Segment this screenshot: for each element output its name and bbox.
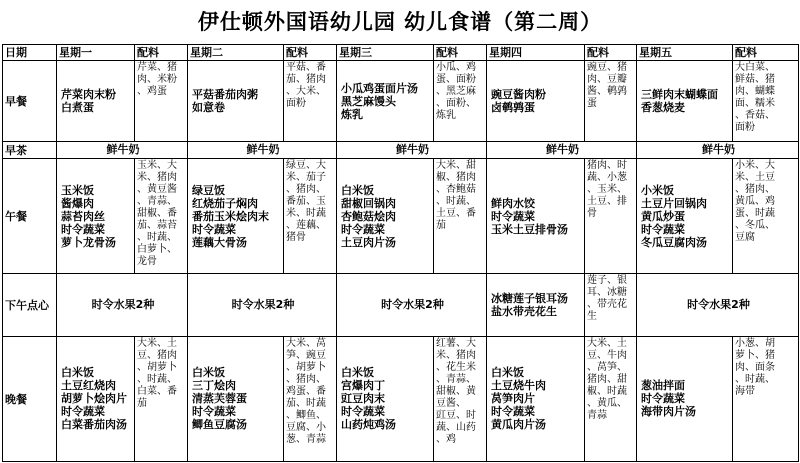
breakfast-ingredients: [434, 61, 487, 142]
ingredient-text: 茄、时蔬: [286, 397, 326, 409]
breakfast-label: 早餐: [3, 61, 57, 142]
dish-name: 清蒸芙蓉蛋: [192, 392, 247, 406]
ingredient-text: 豆腐、小: [286, 421, 326, 433]
menu-table: [2, 44, 799, 462]
dish-name: 玉米土豆排骨汤: [491, 222, 568, 236]
dish-name: 黑芝麻馒头: [341, 94, 396, 108]
dish-name: 莴笋肉片: [491, 392, 535, 406]
dinner-label: 晚餐: [3, 336, 57, 461]
lunch-ingredients: [284, 159, 337, 274]
ingredient-text: 豆腐: [735, 232, 755, 244]
dinner-ingredients: [585, 336, 637, 461]
snack-item: 时令水果2种: [57, 274, 188, 337]
dish-name: 时令蔬菜: [192, 405, 236, 419]
ingredient-text: 葱、青蒜: [286, 433, 326, 445]
lunch-label: 午餐: [3, 159, 57, 274]
dinner-dishes: [487, 336, 585, 461]
snack-dishes: [487, 274, 585, 337]
dish-name: 三丁烩肉: [192, 379, 236, 393]
ingredient-text: 、黑芝麻: [436, 86, 476, 98]
lunch-dishes: [637, 159, 733, 274]
dish-name: 海带肉片汤: [641, 405, 696, 419]
ingredient-text: 、鸡蛋: [137, 86, 167, 98]
ingredient-text: 、胡萝卜: [286, 361, 326, 373]
ingredient-text: 甜椒、黄: [436, 385, 476, 397]
dish-name: 时令蔬菜: [491, 209, 535, 223]
dish-name: 宫爆肉丁: [341, 379, 385, 393]
ingredient-text: 茄、猪肉: [286, 74, 326, 86]
dinner-ingredients: [733, 336, 799, 461]
ingredient-text: 龙骨: [137, 256, 157, 268]
dish-name: 白煮蛋: [61, 101, 94, 115]
ingredient-text: 、花生米: [436, 361, 476, 373]
ingredient-text: 猪肉、甜: [587, 373, 627, 385]
ingredient-text: 红薯、大: [436, 337, 476, 349]
breakfast-ingredients: [733, 61, 799, 142]
dish-name: 小瓜鸡蛋面片汤: [341, 81, 418, 95]
dish-name: 黄瓜肉片汤: [491, 418, 546, 432]
ingredient-text: 海带: [735, 385, 755, 397]
dish-name: 豌豆酱肉粉: [491, 88, 546, 102]
day-header: 星期一: [57, 45, 135, 61]
ingredient-text: 、莴笋、: [587, 361, 627, 373]
dish-name: 甜椒回锅肉: [341, 196, 396, 210]
dish-name: 鲫鱼豆腐汤: [192, 418, 247, 432]
ingredient-text: 蔬、小葱: [587, 172, 627, 184]
dish-name: 时令蔬菜: [641, 392, 685, 406]
ingredient-text: 、时蔬、: [137, 232, 177, 244]
dish-name: 杏鲍菇烩肉: [341, 209, 396, 223]
ingredient-text: 骨: [587, 208, 597, 220]
ingredient-text: 茄、蒜苔: [137, 220, 177, 232]
ingredient-text: 莲子、银: [587, 275, 627, 287]
dish-name: 时令蔬菜: [641, 222, 685, 236]
dinner-ingredients: [135, 336, 188, 461]
dish-name: 白米饭: [341, 366, 374, 380]
dish-name: 时令蔬菜: [341, 222, 385, 236]
ingredient-text: 平菇、番: [286, 62, 326, 74]
ingredient-text: 米、土豆: [735, 172, 775, 184]
ingredient-text: 、冬瓜、: [735, 220, 775, 232]
dinner-dishes: [57, 336, 135, 461]
ingredient-text: 笋、豌豆: [286, 349, 326, 361]
dish-name: 鲜肉水饺: [491, 196, 535, 210]
lunch-dishes: [188, 159, 284, 274]
morning-tea-item: 鲜牛奶: [337, 141, 487, 158]
dish-name: 莲藕大骨汤: [192, 235, 247, 249]
dish-name: 土豆红烧肉: [61, 379, 116, 393]
dish-name: 土豆肉片汤: [341, 235, 396, 249]
lunch-dishes: [57, 159, 135, 274]
dish-name: 山药炖鸡汤: [341, 418, 396, 432]
morning-tea-item: 鲜牛奶: [487, 141, 637, 158]
dish-name: 白米饭: [61, 366, 94, 380]
ingredient-text: 青蒜: [587, 409, 607, 421]
dish-name: 土豆烧牛肉: [491, 379, 546, 393]
morning-tea-item: 鲜牛奶: [188, 141, 337, 158]
ingredient-text: 肉、面条: [735, 361, 775, 373]
dish-name: 小米饭: [641, 183, 674, 197]
dish-name: 冬瓜豆腐肉汤: [641, 235, 707, 249]
lunch-ingredients: [434, 159, 487, 274]
ingredient-text: 、猪肉、: [286, 184, 326, 196]
dish-name: 白米饭: [341, 183, 374, 197]
dish-name: 蒜苔肉丝: [61, 209, 105, 223]
dish-name: 玉米饭: [61, 183, 94, 197]
lunch-dishes: [487, 159, 585, 274]
dish-name: 红烧茄子焖肉: [192, 196, 258, 210]
dish-name: 三鲜肉末蝴蝶面: [641, 88, 718, 102]
ingredient-text: 椒、时蔬: [587, 385, 627, 397]
dish-name: 时令蔬菜: [61, 222, 105, 236]
snack-item: 时令水果2种: [337, 274, 487, 337]
ingredient-text: 茄: [137, 397, 147, 409]
ingredient-text: 、鲫鱼、: [286, 409, 326, 421]
ingredient-text: 猪骨: [286, 232, 306, 244]
ingredient-text: 蛋、时蔬: [735, 208, 775, 220]
dish-name: 白米饭: [192, 366, 225, 380]
lunch-ingredients: [585, 159, 637, 274]
ingredient-text: 豆、猪肉: [137, 349, 177, 361]
ingredient-header: 配料: [434, 45, 487, 61]
dish-name: 白米饭: [491, 366, 524, 380]
dinner-dishes: [637, 336, 733, 461]
morning-tea-item: 鲜牛奶: [637, 141, 799, 158]
breakfast-dishes: [637, 61, 733, 142]
ingredient-header: 配料: [733, 45, 799, 61]
ingredient-text: 肉、蝴蝶: [735, 86, 775, 98]
ingredient-text: 米、茄子: [286, 172, 326, 184]
ingredient-text: 生: [587, 311, 597, 323]
ingredient-header: 配料: [284, 45, 337, 61]
dish-name: 绿豆饭: [192, 183, 225, 197]
ingredient-text: 米、猪肉: [137, 172, 177, 184]
ingredient-text: 米、时蔬: [286, 208, 326, 220]
ingredient-text: 萝卜、猪: [735, 349, 775, 361]
ingredient-text: 、杏鲍菇: [436, 184, 476, 196]
ingredient-text: 绿豆、大: [286, 160, 326, 172]
ingredient-text: 小米、大: [735, 160, 775, 172]
breakfast-dishes: [337, 61, 434, 142]
ingredient-text: 、猪肉、: [735, 184, 775, 196]
ingredient-text: 、时蔬、: [436, 196, 476, 208]
ingredient-text: 、莲藕、: [286, 220, 326, 232]
snack-item: 时令水果2种: [188, 274, 337, 337]
dish-name: 白菜番茄肉汤: [61, 418, 127, 432]
dish-name: 豇豆肉末: [341, 392, 385, 406]
ingredient-text: 蛋、面粉: [436, 74, 476, 86]
ingredient-text: 土豆、排: [587, 196, 627, 208]
dinner-dishes: [188, 336, 284, 461]
ingredient-text: 鸡蛋、番: [286, 385, 326, 397]
ingredient-text: 豇豆、时: [436, 409, 476, 421]
breakfast-dishes: [487, 61, 585, 142]
ingredient-text: 茄: [436, 220, 446, 232]
dish-name: 时令蔬菜: [192, 222, 236, 236]
ingredient-text: 豆、牛肉: [587, 349, 627, 361]
ingredient-text: 、面粉、: [436, 98, 476, 110]
dish-name: 如意卷: [192, 101, 225, 115]
morning-tea-label: 早茶: [3, 141, 57, 158]
ingredient-text: 大米、甜: [436, 160, 476, 172]
breakfast-ingredients: [284, 61, 337, 142]
day-header: 星期五: [637, 45, 733, 61]
dish-name: 番茄玉米烩肉末: [192, 209, 269, 223]
lunch-ingredients: [135, 159, 188, 274]
ingredient-header: 配料: [135, 45, 188, 61]
ingredient-text: 、鸡: [436, 433, 456, 445]
ingredient-text: 小葱、胡: [735, 337, 775, 349]
ingredient-text: 面粉: [735, 122, 755, 134]
ingredient-text: 豆酱、: [436, 397, 466, 409]
ingredient-text: 、青蒜、: [436, 373, 476, 385]
ingredient-text: 蛋: [587, 98, 597, 110]
ingredient-text: 白菜、番: [137, 385, 177, 397]
breakfast-ingredients: [585, 61, 637, 142]
dish-name: 时令蔬菜: [341, 405, 385, 419]
ingredient-text: 豌豆、猪: [587, 62, 627, 74]
ingredient-text: 肉、米粉: [137, 74, 177, 86]
dish-name: 黄瓜炒蛋: [641, 209, 685, 223]
dish-name: 时令蔬菜: [491, 405, 535, 419]
dish-name: 卤鹌鹑蛋: [491, 101, 535, 115]
ingredient-text: 、时蔬、: [137, 373, 177, 385]
ingredient-text: 玉米、大: [137, 160, 177, 172]
ingredient-text: 、胡萝卜: [137, 361, 177, 373]
lunch-ingredients: [733, 159, 799, 274]
dish-name: 盐水带壳花生: [491, 304, 557, 318]
breakfast-ingredients: [135, 61, 188, 142]
ingredient-text: 肉、豆瓣: [587, 74, 627, 86]
snack-item: 时令水果2种: [637, 274, 799, 337]
ingredient-text: 酱、鹌鹑: [587, 86, 627, 98]
dinner-ingredients: [284, 336, 337, 461]
dish-name: 炼乳: [341, 107, 363, 121]
ingredient-text: 土豆、番: [436, 208, 476, 220]
ingredient-text: 甜椒、番: [137, 208, 177, 220]
dish-name: 冰糖莲子银耳汤: [491, 291, 568, 305]
ingredient-text: 、黄豆酱: [137, 184, 177, 196]
day-header: 星期二: [188, 45, 284, 61]
ingredient-text: 黄瓜、鸡: [735, 196, 775, 208]
ingredient-text: 米、猪肉: [436, 349, 476, 361]
ingredient-text: 、玉米、: [587, 184, 627, 196]
ingredient-text: 、黄瓜、: [587, 397, 627, 409]
ingredient-text: 、香菇、: [735, 110, 775, 122]
ingredient-text: 鲜菇、猪: [735, 74, 775, 86]
dinner-ingredients: [434, 336, 487, 461]
ingredient-text: 猪肉、时: [587, 160, 627, 172]
snack-ingredients: [585, 274, 637, 337]
ingredient-text: 大米、莴: [286, 337, 326, 349]
lunch-dishes: [337, 159, 434, 274]
ingredient-text: 炼乳: [436, 110, 456, 122]
ingredient-text: 、猪肉、: [286, 373, 326, 385]
snack-label: 下午点心: [3, 274, 57, 337]
ingredient-text: 蔬、山药: [436, 421, 476, 433]
ingredient-text: 小瓜、鸡: [436, 62, 476, 74]
ingredient-text: 、带壳花: [587, 299, 627, 311]
dish-name: 时令蔬菜: [61, 405, 105, 419]
day-header: 星期四: [487, 45, 585, 61]
ingredient-text: 芹菜、猪: [137, 62, 177, 74]
ingredient-text: 椒、猪肉: [436, 172, 476, 184]
ingredient-text: 大米、土: [137, 337, 177, 349]
morning-tea-item: 鲜牛奶: [57, 141, 188, 158]
dish-name: 葱油拌面: [641, 379, 685, 393]
dish-name: 胡萝卜烩肉片: [61, 392, 127, 406]
ingredient-text: 面粉: [286, 98, 306, 110]
dish-name: 萝卜龙骨汤: [61, 235, 116, 249]
page-title: 伊仕顿外国语幼儿园 幼儿食谱（第二周）: [197, 9, 603, 34]
ingredient-text: 、时蔬、: [735, 373, 775, 385]
dish-name: 平菇番茄肉粥: [192, 88, 258, 102]
ingredient-text: 番茄、玉: [286, 196, 326, 208]
ingredient-text: 大白菜、: [735, 62, 775, 74]
breakfast-dishes: [188, 61, 284, 142]
ingredient-text: 耳、冰糖: [587, 287, 627, 299]
dinner-dishes: [337, 336, 434, 461]
day-header: 星期三: [337, 45, 434, 61]
dish-name: 土豆片回锅肉: [641, 196, 707, 210]
ingredient-text: 面、糯米: [735, 98, 775, 110]
ingredient-text: 、大米、: [286, 86, 326, 98]
ingredient-text: 白萝卜、: [137, 244, 177, 256]
ingredient-text: 、青蒜、: [137, 196, 177, 208]
dish-name: 香葱烧麦: [641, 101, 685, 115]
dish-name: 酱爆肉: [61, 196, 94, 210]
ingredient-text: 大米、土: [587, 337, 627, 349]
date-header: 日期: [3, 45, 57, 61]
dish-name: 芹菜肉末粉: [61, 88, 116, 102]
ingredient-header: 配料: [585, 45, 637, 61]
breakfast-dishes: [57, 61, 135, 142]
